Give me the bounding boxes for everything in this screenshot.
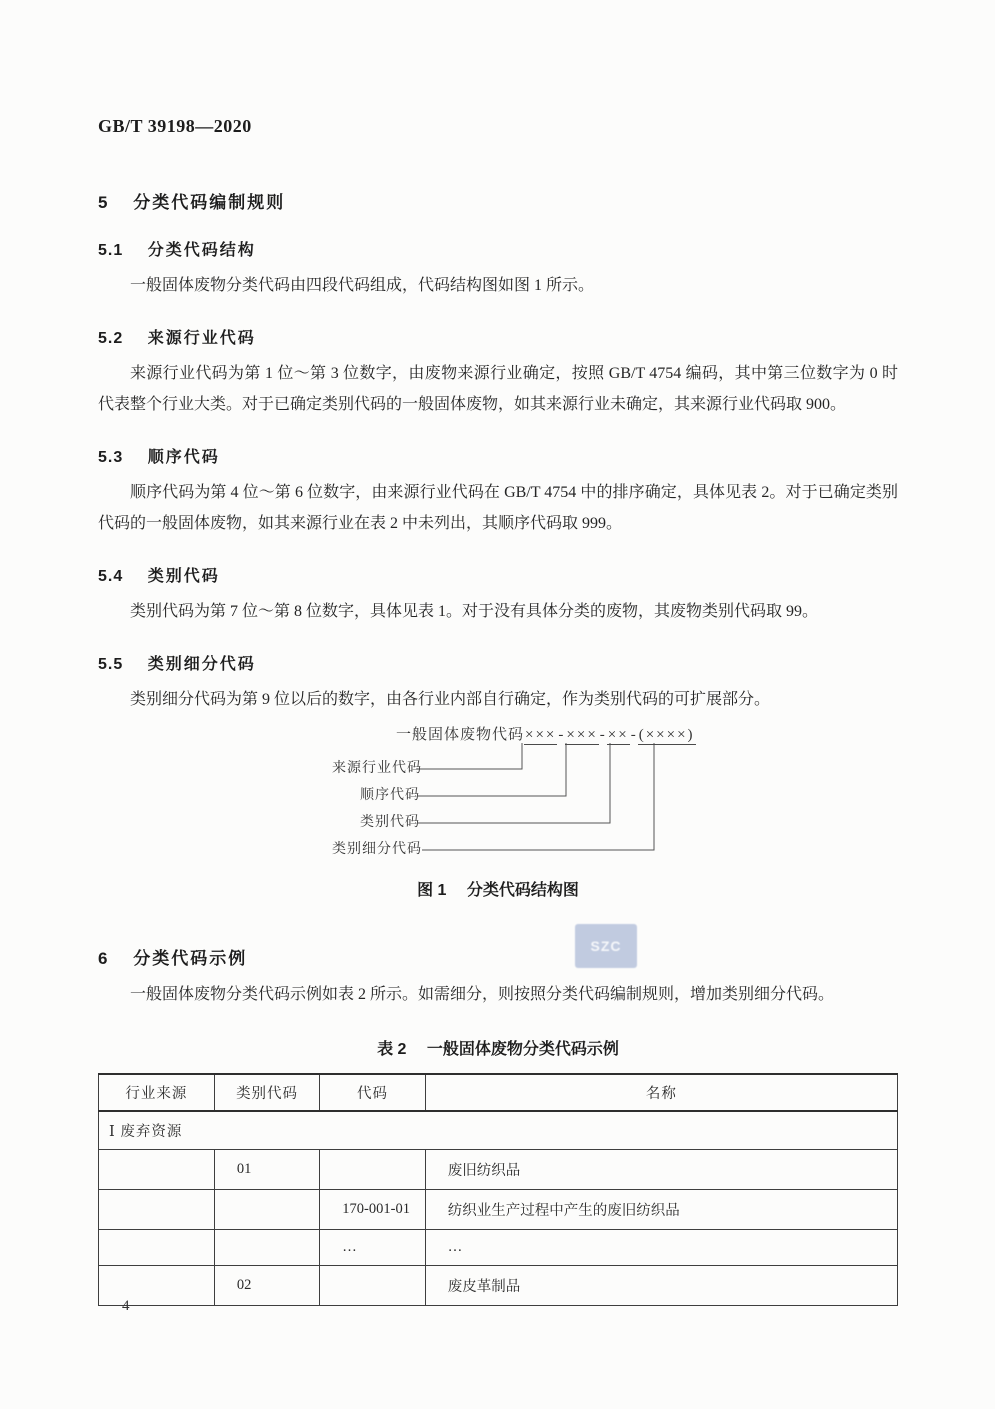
table-caption-label: 表 2 — [377, 1041, 407, 1058]
cell-category: 01 — [214, 1150, 319, 1190]
section-number: 5 — [98, 193, 109, 212]
section-5-3-paragraph: 顺序代码为第 4 位～第 6 位数字，由来源行业代码在 GB/T 4754 中的排序确定，具体见表 2。对于已确定类别代码的一般固体废物，如其来源行业在表 2 中未列出，其顺序代码取 999。 — [98, 484, 898, 532]
page-number: 4 — [122, 1298, 130, 1314]
section-number: 6 — [98, 949, 109, 968]
section-title: 类别细分代码 — [147, 656, 256, 673]
watermark-logo: SZC — [575, 924, 637, 968]
section-5-5-heading — [98, 651, 898, 674]
cell-category — [214, 1190, 319, 1230]
section-5-4-paragraph: 类别代码为第 7 位～第 8 位数字，具体见表 1。对于没有具体分类的废物，其废物类别代码取 99。 — [130, 603, 819, 620]
code-separator: - — [558, 727, 565, 743]
figure-code-structure — [98, 723, 898, 863]
group-row-label: Ⅰ 废弃资源 — [99, 1111, 898, 1150]
figure-label-subcategory-code: 类别细分代码 — [332, 842, 422, 857]
section-5-1-heading — [98, 237, 898, 260]
standard-number: GB/T 39198—2020 — [98, 116, 252, 136]
cell-name: 纺织业生产过程中产生的废旧纺织品 — [425, 1190, 897, 1230]
section-5-2-heading — [98, 325, 898, 348]
section-number: 5.2 — [98, 330, 124, 347]
cell-code: 170-001-01 — [320, 1190, 425, 1230]
code-separator: - — [630, 727, 637, 743]
section-number: 5.5 — [98, 656, 124, 673]
waste-code-pattern — [396, 723, 696, 744]
section-title: 分类代码结构 — [147, 242, 256, 259]
table-row — [99, 1230, 898, 1266]
figure-caption — [98, 877, 898, 900]
section-title: 分类代码编制规则 — [133, 193, 286, 212]
section-number: 5.1 — [98, 242, 124, 259]
code-segment-industry: ××× — [525, 727, 557, 743]
section-5-3-heading — [98, 444, 898, 467]
table-caption — [98, 1036, 898, 1059]
column-header-name: 名称 — [425, 1074, 897, 1111]
figure-label-category-code: 类别代码 — [360, 815, 420, 830]
section-title: 分类代码示例 — [133, 949, 248, 968]
section-title: 类别代码 — [147, 568, 220, 585]
section-5-4-heading — [98, 563, 898, 586]
section-title: 顺序代码 — [147, 449, 220, 466]
waste-code-example-table — [98, 1073, 898, 1306]
cell-code: … — [320, 1230, 425, 1266]
code-segment-sequence: ××× — [566, 727, 598, 743]
column-header-code: 代码 — [320, 1074, 425, 1111]
cell-industry — [99, 1150, 215, 1190]
section-number: 5.3 — [98, 449, 124, 466]
column-header-industry-source: 行业来源 — [99, 1074, 215, 1111]
section-number: 5.4 — [98, 568, 124, 585]
section-6-paragraph: 一般固体废物分类代码示例如表 2 所示。如需细分，则按照分类代码编制规则，增加类别细分代码。 — [130, 986, 835, 1003]
table-group-row — [99, 1111, 898, 1150]
section-5-2-paragraph: 来源行业代码为第 1 位～第 3 位数字，由废物来源行业确定，按照 GB/T 4754 编码，其中第三位数字为 0 时代表整个行业大类。对于已确定类别代码的一般固体废物，如其来源行业未确定，其来源行业代码取 900。 — [98, 365, 898, 413]
cell-name: 废皮革制品 — [425, 1266, 897, 1306]
table-row — [99, 1190, 898, 1230]
table-caption-title: 一般固体废物分类代码示例 — [426, 1041, 619, 1058]
cell-code — [320, 1266, 425, 1306]
cell-industry — [99, 1266, 215, 1306]
code-segment-subcategory: (××××) — [638, 727, 695, 743]
cell-category: 02 — [214, 1266, 319, 1306]
cell-code — [320, 1150, 425, 1190]
figure-caption-label: 图 1 — [417, 882, 447, 899]
cell-name: … — [425, 1230, 897, 1266]
section-5-heading — [98, 188, 898, 213]
code-prefix: 一般固体废物代码 — [396, 727, 525, 743]
section-5-1-paragraph: 一般固体废物分类代码由四段代码组成，代码结构图如图 1 所示。 — [130, 277, 595, 294]
column-header-category-code: 类别代码 — [214, 1074, 319, 1111]
cell-industry — [99, 1190, 215, 1230]
cell-category — [214, 1230, 319, 1266]
code-separator: - — [599, 727, 606, 743]
section-5-5-paragraph: 类别细分代码为第 9 位以后的数字，由各行业内部自行确定，作为类别代码的可扩展部分。 — [130, 691, 771, 708]
cell-industry — [99, 1230, 215, 1266]
table-row — [99, 1150, 898, 1190]
figure-caption-title: 分类代码结构图 — [466, 882, 579, 899]
code-segment-category: ×× — [607, 727, 629, 743]
figure-label-industry-code: 来源行业代码 — [332, 761, 422, 776]
table-header-row — [99, 1074, 898, 1111]
figure-label-sequence-code: 顺序代码 — [360, 788, 420, 803]
cell-name: 废旧纺织品 — [425, 1150, 897, 1190]
section-title: 来源行业代码 — [147, 330, 256, 347]
table-row — [99, 1266, 898, 1306]
section-6-heading — [98, 944, 898, 969]
